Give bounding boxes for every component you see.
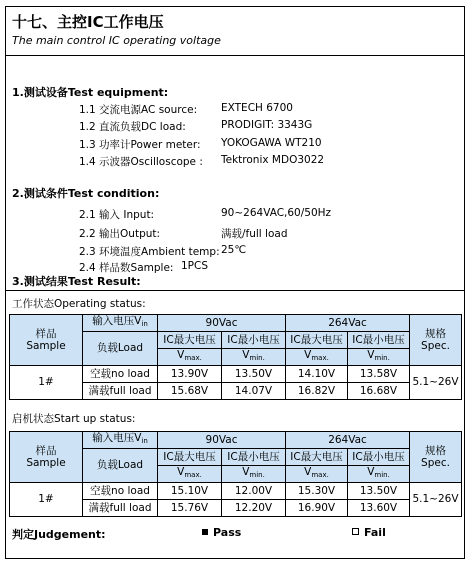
condition-label: 2.3 环境温度Ambient temp: — [79, 246, 220, 258]
condition-label: 2.2 输出Output: — [79, 228, 161, 240]
operating-status-label: 工作状态Operating status: — [12, 298, 146, 310]
v90-header: 90Vac — [158, 315, 286, 332]
equipment-value: YOKOGAWA WT210 — [221, 137, 322, 149]
equipment-label: 1.4 示波器Oscilloscope : — [79, 156, 203, 168]
equipment-value: EXTECH 6700 — [221, 102, 293, 114]
load-cell: 空载no load — [83, 483, 158, 500]
ic-max-header: IC最大电压 — [158, 332, 222, 349]
condition-value: 1PCS — [181, 260, 209, 272]
report-title: 十七、主控IC工作电压 — [12, 13, 164, 31]
ic-min-header: IC最小电压 — [222, 449, 286, 466]
sample-id: 1# — [10, 483, 83, 517]
v264-header: 264Vac — [286, 315, 410, 332]
result-heading: 3.测试结果Test Result: — [12, 275, 141, 288]
test-report-sheet — [5, 6, 465, 559]
vmin-header: $V_{min.}$ — [222, 466, 286, 483]
spec-header: 规格 Spec. — [410, 315, 462, 366]
vmax-header: $V_{max.}$ — [158, 349, 222, 366]
value-cell: 15.30V — [286, 483, 348, 500]
value-cell: 14.07V — [222, 383, 286, 400]
value-cell: 13.58V — [348, 366, 410, 383]
spec-header: 规格 Spec. — [410, 432, 462, 483]
load-cell: 空载no load — [83, 366, 158, 383]
value-cell: 15.10V — [158, 483, 222, 500]
judgement-label: 判定Judgement: — [12, 528, 106, 541]
vmin-header: $V_{min.}$ — [222, 349, 286, 366]
v90-header: 90Vac — [158, 432, 286, 449]
equipment-label: 1.1 交流电源AC source: — [79, 104, 198, 116]
report-subtitle: The main control IC operating voltage — [12, 34, 221, 47]
table-row — [10, 483, 462, 500]
sample-id: 1# — [10, 366, 83, 400]
operating-table — [9, 314, 462, 400]
condition-value: 90~264VAC,60/50Hz — [221, 207, 332, 219]
value-cell: 12.20V — [222, 500, 286, 517]
value-cell: 13.50V — [222, 366, 286, 383]
title-divider — [6, 55, 464, 56]
condition-label: 2.4 样品数Sample: — [79, 262, 174, 274]
load-cell: 满载full load — [83, 500, 158, 517]
value-cell: 16.82V — [286, 383, 348, 400]
ic-max-header: IC最大电压 — [158, 449, 222, 466]
value-cell: 15.68V — [158, 383, 222, 400]
value-cell: 15.76V — [158, 500, 222, 517]
ic-max-header: IC最大电压 — [286, 332, 348, 349]
value-cell: 12.00V — [222, 483, 286, 500]
vmax-header: $V_{max.}$ — [158, 466, 222, 483]
fail-option[interactable] — [352, 526, 386, 539]
value-cell: 13.90V — [158, 366, 222, 383]
load-header: 负载Load — [83, 449, 158, 483]
vmin-header: $V_{min.}$ — [348, 466, 410, 483]
value-cell: 13.60V — [348, 500, 410, 517]
checked-box-icon — [202, 529, 208, 535]
vmin-header: $V_{min.}$ — [348, 349, 410, 366]
condition-heading: 2.测试条件Test condition: — [12, 187, 160, 200]
ic-min-header: IC最小电压 — [348, 449, 410, 466]
spec-value: 5.1~26V — [410, 483, 462, 517]
equipment-label: 1.3 功率计Power meter: — [79, 139, 201, 151]
condition-value: 25℃ — [221, 244, 247, 256]
v264-header: 264Vac — [286, 432, 410, 449]
input-voltage-header: 输入电压$V_{in}$ — [83, 315, 158, 332]
ic-min-header: IC最小电压 — [222, 332, 286, 349]
table-row — [10, 366, 462, 383]
value-cell: 16.90V — [286, 500, 348, 517]
ic-min-header: IC最小电压 — [348, 332, 410, 349]
unchecked-box-icon — [352, 528, 359, 535]
vmax-header: $V_{max.}$ — [286, 349, 348, 366]
pass-label: Pass — [213, 526, 242, 539]
ic-max-header: IC最大电压 — [286, 449, 348, 466]
sample-header: 样品 Sample — [10, 315, 83, 366]
spec-value: 5.1~26V — [410, 366, 462, 400]
vmax-header: $V_{max.}$ — [286, 466, 348, 483]
pass-option[interactable] — [202, 526, 241, 539]
equipment-label: 1.2 直流负载DC load: — [79, 121, 186, 133]
startup-status-label: 启机状态Start up status: — [12, 413, 136, 425]
equipment-heading: 1.测试设备Test equipment: — [12, 86, 169, 99]
load-cell: 满载full load — [83, 383, 158, 400]
value-cell: 14.10V — [286, 366, 348, 383]
equipment-value: PRODIGIT: 3343G — [221, 119, 313, 131]
load-header: 负载Load — [83, 332, 158, 366]
input-voltage-header: 输入电压$V_{in}$ — [83, 432, 158, 449]
equipment-value: Tektronix MDO3022 — [221, 154, 325, 166]
sample-header: 样品 Sample — [10, 432, 83, 483]
result-divider — [6, 290, 464, 291]
fail-label: Fail — [364, 526, 386, 539]
condition-label: 2.1 输入 Input: — [79, 209, 155, 221]
value-cell: 13.50V — [348, 483, 410, 500]
startup-table — [9, 431, 462, 517]
condition-value: 满载/full load — [221, 228, 288, 240]
value-cell: 16.68V — [348, 383, 410, 400]
